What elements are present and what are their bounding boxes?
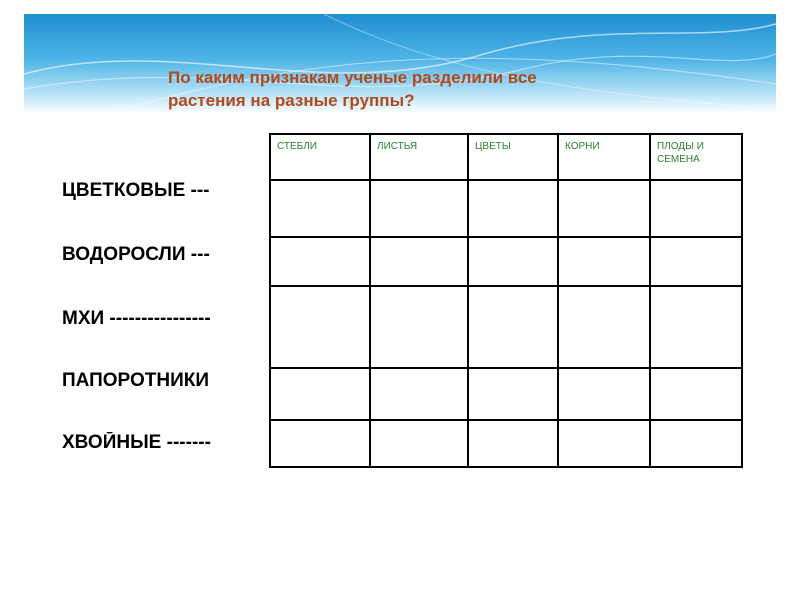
table-cell (650, 420, 742, 467)
classification-table (269, 133, 743, 468)
table-cell (558, 420, 650, 467)
table-row (270, 286, 742, 368)
title-line-1: По каким признакам ученые разделили все (168, 68, 537, 87)
row-label: ПАПОРОТНИКИ (62, 370, 209, 391)
table-row (270, 420, 742, 467)
column-header: ЦВЕТЫ (468, 134, 558, 180)
table-body (270, 180, 742, 467)
table-cell (270, 420, 370, 467)
column-header: КОРНИ (558, 134, 650, 180)
table-cell (650, 286, 742, 368)
column-header: СТЕБЛИ (270, 134, 370, 180)
title-line-2: растения на разные группы? (168, 91, 415, 110)
table-cell (270, 286, 370, 368)
table-cell (650, 368, 742, 420)
table-row (270, 237, 742, 286)
table-cell (270, 368, 370, 420)
table-row (270, 180, 742, 237)
column-header: ПЛОДЫ И СЕМЕНА (650, 134, 742, 180)
table-cell (558, 368, 650, 420)
table-cell (370, 237, 468, 286)
row-label: ВОДОРОСЛИ --- (62, 244, 210, 265)
table-cell (270, 237, 370, 286)
table-cell (370, 286, 468, 368)
table-cell (468, 180, 558, 237)
table-header-row (270, 134, 742, 180)
table-cell (468, 286, 558, 368)
table-cell (558, 286, 650, 368)
table-cell (270, 180, 370, 237)
table-cell (650, 180, 742, 237)
slide-title (168, 66, 668, 112)
row-label: ЦВЕТКОВЫЕ --- (62, 180, 210, 201)
table-row (270, 368, 742, 420)
row-label: МХИ ---------------- (62, 308, 211, 329)
table-cell (558, 180, 650, 237)
row-label: ХВОЙНЫЕ ------- (62, 432, 211, 453)
table-cell (650, 237, 742, 286)
table-cell (370, 420, 468, 467)
table-cell (468, 420, 558, 467)
table-cell (370, 180, 468, 237)
table-cell (558, 237, 650, 286)
table-cell (370, 368, 468, 420)
table-cell (468, 237, 558, 286)
column-header: ЛИСТЬЯ (370, 134, 468, 180)
table-cell (468, 368, 558, 420)
